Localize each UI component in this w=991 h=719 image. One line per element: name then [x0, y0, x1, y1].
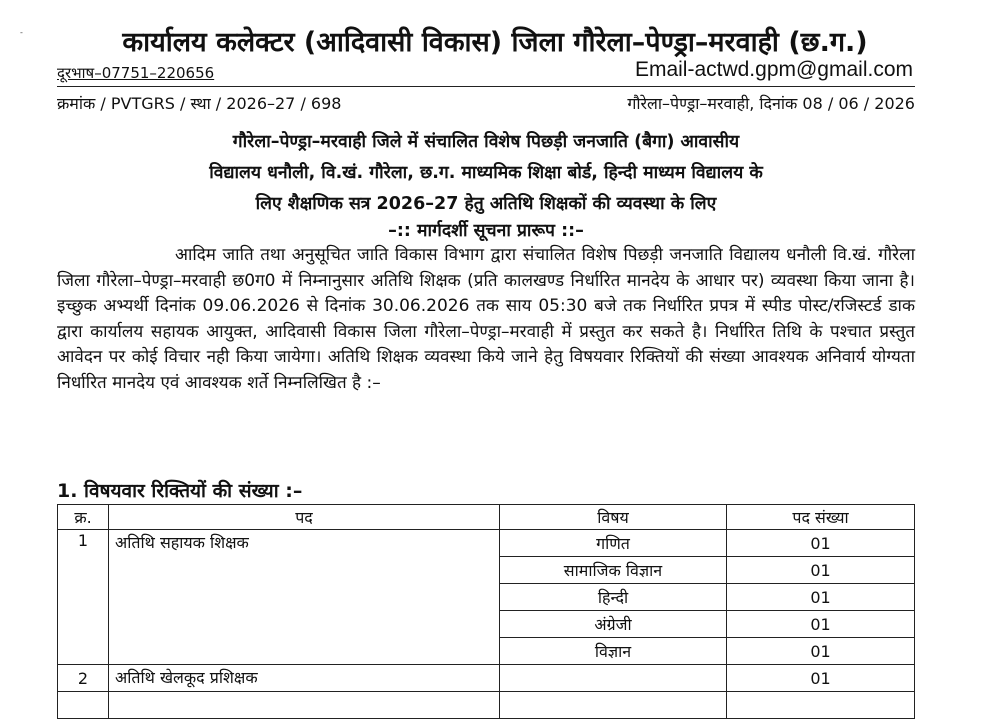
- serial-cell: 2: [58, 665, 109, 692]
- header-subject: विषय: [500, 505, 727, 530]
- post-cell: अतिथि सहायक शिक्षक: [109, 530, 500, 665]
- count-cell: 01: [727, 638, 915, 665]
- header-serial: क्र.: [58, 505, 109, 530]
- serial-cell: [58, 692, 109, 719]
- subject-cell: सामाजिक विज्ञान: [500, 557, 727, 584]
- notice-body: [57, 243, 915, 396]
- subject-cell: गणित: [500, 530, 727, 557]
- subject-block: [57, 127, 915, 242]
- header-post: पद: [109, 505, 500, 530]
- post-cell: अतिथि खेलकूद प्रशिक्षक: [109, 665, 500, 692]
- table-header-row: [58, 505, 915, 530]
- header-divider: [57, 86, 915, 87]
- subject-cell: [500, 665, 727, 692]
- table-row: [58, 692, 915, 719]
- post-cell: [109, 692, 500, 719]
- count-cell: 01: [727, 611, 915, 638]
- place-date: गौरेला–पेण्ड्रा–मरवाही, दिनांक 08 / 06 / 2026: [627, 94, 915, 113]
- section-heading: 1. विषयवार रिक्तियों की संख्या :–: [57, 480, 303, 502]
- subject-line: लिए शैक्षणिक सत्र 2026–27 हेतु अतिथि शिक्षकों की व्यवस्था के लिए: [255, 194, 717, 214]
- email-address: Email-actwd.gpm@gmail.com: [634, 58, 913, 81]
- subject-cell: विज्ञान: [500, 638, 727, 665]
- subject-cell: [500, 692, 727, 719]
- count-cell: 01: [727, 530, 915, 557]
- subject-cell: अंग्रेजी: [500, 611, 727, 638]
- header-count: पद संख्या: [727, 505, 915, 530]
- table-row: [58, 665, 915, 692]
- subject-cell: हिन्दी: [500, 584, 727, 611]
- table-row: [58, 530, 915, 557]
- count-cell: 01: [727, 557, 915, 584]
- count-cell: 01: [727, 665, 915, 692]
- subject-line: विद्यालय धनौली, वि.खं. गौरेला, छ.ग. माध्यमिक शिक्षा बोर्ड, हिन्दी माध्यम विद्यालय के: [209, 163, 763, 183]
- subject-line: गौरेला–पेण्ड्रा–मरवाही जिले में संचालित विशेष पिछड़ी जनजाति (बैगा) आवासीय: [232, 132, 740, 152]
- phone-number: दूरभाष–07751–220656: [57, 64, 215, 82]
- scan-mark: -: [20, 28, 23, 37]
- notice-format-title: –:: मार्गदर्शी सूचना प्रारूप ::–: [388, 221, 584, 241]
- body-paragraph: आदिम जाति तथा अनुसूचित जाति विकास विभाग द्वारा संचालित विशेष पिछड़ी जनजाति विद्यालय धनौली वि.खं. गौरेला जिला गौरेला–पेण्ड्रा–मरवाही छ0ग0 में निम्नानुसार अतिथि शिक्षक (प्रति कालखण्ड निर्धारित मानदेय के आधार पर) व्यवस्था किया जाना है। इच्छुक अभ्यर्थी दिनांक 09.06.2026 से दिनांक 30.06.2026 तक साय 05:30 बजे तक निर्धारित प्रपत्र में स्पीड पोस्ट/रजिस्टर्ड डाक द्वारा कार्यालय सहायक आयुक्त, आदिवासी विकास जिला गौरेला–पेण्ड्रा–मरवाही में प्रस्तुत कर सकते है। निर्धारित तिथि के पश्चात प्रस्तुत आवेदन पर कोई विचार नही किया जायेगा। अतिथि शिक्षक व्यवस्था किये जाने हेतु विषयवार रिक्तियों की संख्या आवश्यक अनिवार्य योग्यता निर्धारित मानदेय एवं आवश्यक शर्ते निम्नलिखित है :–: [57, 245, 915, 393]
- office-title: कार्यालय कलेक्टर (आदिवासी विकास) जिला गौरेला–पेण्ड्रा–मरवाही (छ.ग.): [122, 27, 868, 58]
- count-cell: 01: [727, 584, 915, 611]
- vacancy-table: [57, 504, 915, 719]
- reference-number: क्रमांक / PVTGRS / स्था / 2026–27 / 698: [57, 94, 342, 113]
- serial-cell: 1: [58, 530, 109, 665]
- count-cell: [727, 692, 915, 719]
